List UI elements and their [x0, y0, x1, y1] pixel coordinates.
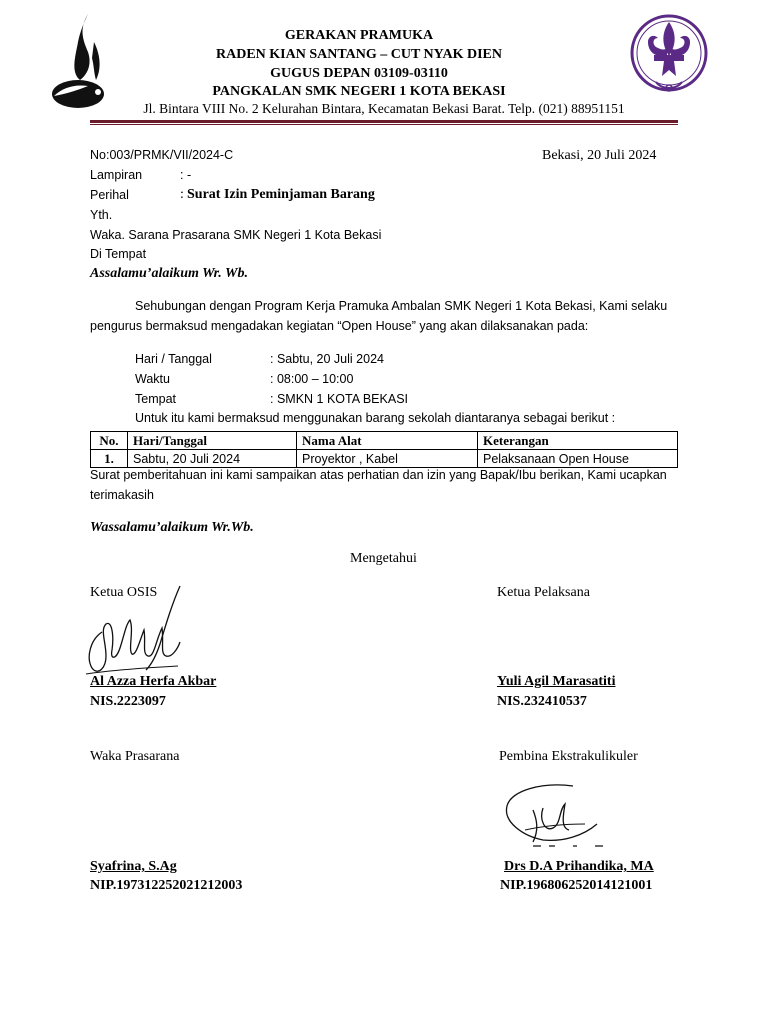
body-line-2: pengurus bermaksud mengadakan kegiatan “Open House” yang akan dilaksanakan pada:	[90, 319, 589, 333]
org-line-2: RADEN KIAN SANTANG – CUT NYAK DIEN	[215, 47, 502, 62]
col-header-no: No.	[91, 432, 128, 450]
table-intro: Untuk itu kami bermaksud menggunakan barang sekolah diantaranya sebagai berikut :	[135, 411, 616, 425]
name-waka-prasarana: Syafrina, S.Ag	[90, 859, 177, 874]
org-line-1: GERAKAN PRAMUKA	[284, 28, 434, 43]
detail-label-place: Tempat	[135, 392, 176, 406]
items-table	[90, 431, 678, 468]
place-date: Bekasi, 20 Juli 2024	[542, 148, 657, 163]
header-rule-thin	[90, 124, 678, 125]
org-line-3: GUGUS DEPAN 03109-03110	[270, 66, 448, 81]
id-ketua-pelaksana: NIS.232410537	[497, 694, 587, 709]
mengetahui: Mengetahui	[350, 551, 417, 566]
detail-value-date: : Sabtu, 20 Juli 2024	[270, 352, 384, 366]
lampiran-value: : -	[180, 168, 192, 182]
salam-penutup: Wassalamu’alaikum Wr.Wb.	[90, 520, 254, 535]
col-header-date: Hari/Tanggal	[128, 432, 297, 450]
detail-value-time: : 08:00 – 10:00	[270, 372, 354, 386]
id-ketua-osis: NIS.2223097	[90, 694, 166, 709]
perihal-value: Surat Izin Peminjaman Barang	[187, 187, 375, 202]
name-pembina: Drs D.A Prihandika, MA	[504, 859, 654, 874]
name-ketua-osis: Al Azza Herfa Akbar	[90, 674, 217, 689]
cell-date: Sabtu, 20 Juli 2024	[128, 450, 297, 468]
yth: Yth.	[90, 208, 113, 222]
role-waka-prasarana: Waka Prasarana	[90, 749, 180, 764]
greeting: Assalamu’alaikum Wr. Wb.	[90, 266, 248, 281]
closing-line-1: Surat pemberitahuan ini kami sampaikan atas perhatian dan izin yang Bapak/Ibu berikan, Kami ucapkan	[90, 468, 667, 482]
col-header-item: Nama Alat	[297, 432, 478, 450]
id-waka-prasarana: NIP.197312252021212003	[90, 878, 243, 893]
org-line-4: PANGKALAN SMK NEGERI 1 KOTA BEKASI	[212, 84, 506, 99]
perihal-label: Perihal	[90, 188, 129, 202]
col-header-note: Keterangan	[478, 432, 678, 450]
detail-value-place: : SMKN 1 KOTA BEKASI	[270, 392, 409, 406]
body-line-1: Sehubungan dengan Program Kerja Pramuka Ambalan SMK Negeri 1 Kota Bekasi, Kami selaku	[135, 299, 668, 313]
signature-pembina	[503, 780, 623, 850]
lampiran-label: Lampiran	[90, 168, 143, 182]
closing-line-2: terimakasih	[90, 488, 154, 502]
cell-item: Proyektor , Kabel	[297, 450, 478, 468]
table-row	[91, 450, 678, 468]
org-address: Jl. Bintara VIII No. 2 Kelurahan Bintara, Kecamatan Bekasi Barat. Telp. (021) 88951151	[143, 101, 625, 116]
detail-label-date: Hari / Tanggal	[135, 352, 212, 366]
scout-fleur-de-lis-icon	[628, 12, 710, 98]
letter-number: No:003/PRMK/VII/2024-C	[90, 148, 234, 162]
detail-label-time: Waktu	[135, 372, 170, 386]
cell-note: Pelaksanaan Open House	[478, 450, 678, 468]
header-rule-thick	[90, 120, 678, 123]
role-ketua-pelaksana: Ketua Pelaksana	[497, 585, 590, 600]
table-header-row	[91, 432, 678, 450]
di-tempat: Di Tempat	[90, 247, 147, 261]
cell-no: 1.	[91, 450, 128, 468]
id-pembina: NIP.196806252014121001	[500, 878, 653, 893]
name-ketua-pelaksana: Yuli Agil Marasatiti	[497, 674, 616, 689]
role-pembina: Pembina Ekstrakulikuler	[499, 749, 638, 764]
tunas-kelapa-icon	[48, 12, 112, 110]
recipient: Waka. Sarana Prasarana SMK Negeri 1 Kota Bekasi	[90, 228, 382, 242]
role-ketua-osis: Ketua OSIS	[90, 585, 158, 600]
signature-ketua-osis	[82, 584, 186, 682]
perihal-colon: :	[180, 187, 184, 202]
